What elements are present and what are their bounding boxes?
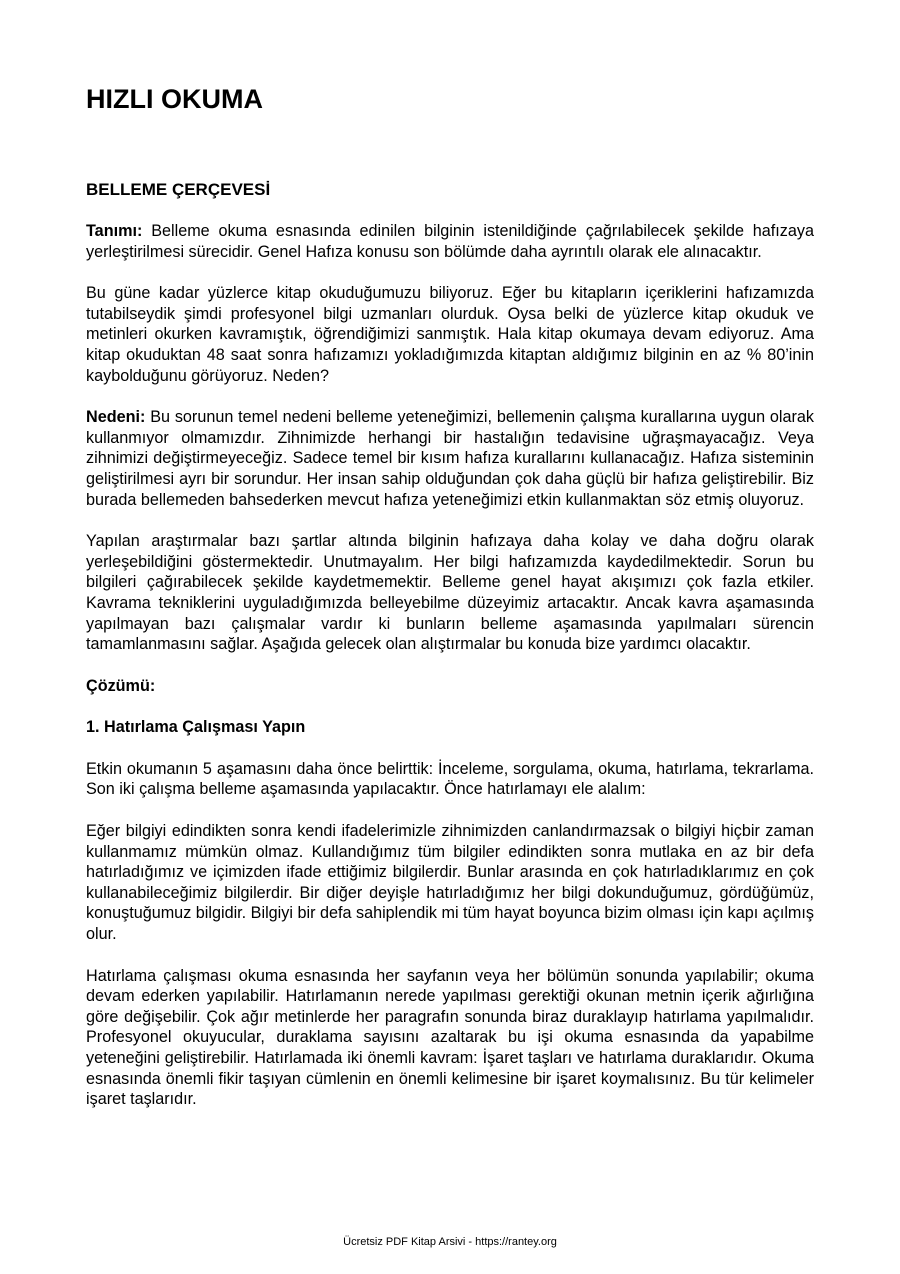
document-title: HIZLI OKUMA (86, 84, 263, 114)
reason-label: Nedeni: (86, 408, 146, 427)
paragraph-6: Eğer bilgiyi edindikten sonra kendi ifadelerimizle zihnimizden canlandırmazsak o bilgiyi hiçbir zaman kullanmamız mümkün olmaz. Kullandığımız tüm bilgiler edindikten sonra mutlaka en az bir defa hatırladığımız ve içimizden ifade ettiğimiz bilgilerdir. Bunlar arasında en çok hatırladıklarımız en çok kullanabileceğimiz bilgilerdir. Bir diğer deyişle hatırladığımız her bilgi dokunduğumuz, gördüğümüz, konuştuğumuz bilgidir. Bilgiyi bir defa sahiplendik mi tüm hayat boyunca bizim olması için kapı açılmış olur. (86, 822, 814, 944)
page-footer: Ücretsiz PDF Kitap Arsivi - https://rantey.org (343, 1236, 557, 1248)
document-body (86, 221, 814, 1131)
reason-text: Bu sorunun temel nedeni belleme yeteneğimizi, bellemenin çalışma kurallarına uygun olarak kullanmıyor olmamızdır. Zihnimizde herhangi bir hastalığın tedavisine uğraşmayacağız. Veya zihnimizi değiştirmeyeceğiz. Sadece temel bir kısım hafıza kurallarını kullanacağız. Hafıza sisteminin geliştirilmesi ayrı bir sorundur. Her insan sahip olduğundan çok daha güçlü bir hafıza geliştirebilir. Biz burada bellemeden bahsederken mevcut hafıza yeteneğimizi etkin kullanmaktan söz etmiş oluyoruz. (86, 408, 814, 509)
paragraph-definition (86, 221, 814, 262)
definition-text: Belleme okuma esnasında edinilen bilginin istenildiğinde çağrılabilecek şekilde hafızaya yerleştirilmesi sürecidir. Genel Hafıza konusu son bölümde daha ayrıntılı olarak ele alınacaktır. (86, 222, 814, 261)
section-heading: BELLEME ÇERÇEVESİ (86, 180, 271, 199)
paragraph-2: Bu güne kadar yüzlerce kitap okuduğumuzu biliyoruz. Eğer bu kitapların içeriklerini hafızamızda tutabilseydik şimdi profesyonel bilgi uzmanları olurduk. Oysa belki de yüzlerce kitap okuduk ve metinleri okurken kavramıştık, öğrendiğimizi sanmıştık. Hala kitap okumaya devam ediyoruz. Ama kitap okuduktan 48 saat sonra hafızamızı yokladığımızda kitaptan aldığımız bilginin en az % 80’inin kaybolduğunu görüyoruz. Neden? (86, 284, 814, 385)
paragraph-7: Hatırlama çalışması okuma esnasında her sayfanın veya her bölümün sonunda yapılabilir; okuma devam ederken yapılabilir. Hatırlamanın nerede yapılması gerektiği okunan metnin içerik ağırlığına göre değişebilir. Çok ağır metinlerde her paragrafın sonunda biraz duraklayıp hatırlama yapılmalıdır. Profesyonel okuyucular, duraklama sayısını azaltarak bu işi okuma esnasında da yapabilme yeteneğini geliştirebilir. Hatırlamada iki önemli kavram: İşaret taşları ve hatırlama duraklarıdır. Okuma esnasında önemli fikir taşıyan cümlenin en önemli kelimesine bir işaret koymalısınız. Bu tür kelimeler işaret taşlarıdır. (86, 966, 814, 1109)
step1-heading: 1. Hatırlama Çalışması Yapın (86, 718, 306, 737)
paragraph-4: Yapılan araştırmalar bazı şartlar altında bilginin hafızaya daha kolay ve daha doğru olarak yerleşebildiğini göstermektedir. Unutmayalım. Her bilgi hafızamızda kaydedilmektedir. Sorun bu bilgileri çağırabilecek şekilde kaydetmemektir. Belleme genel hayat akışımızı çok fazla etkiler. Kavrama tekniklerini uyguladığımızda belleyebilme düzeyimiz artacaktır. Ancak kavra aşamasında yapılmayan bazı çalışmalar vardır ki bunların belleme aşamasında yapılmaları sürencin tamamlanmasını sağlar. Aşağıda gelecek olan alıştırmalar bu konuda bize yardımcı olacaktır. (86, 532, 814, 654)
definition-label: Tanımı: (86, 222, 143, 240)
paragraph-5: Etkin okumanın 5 aşamasını daha önce belirttik: İnceleme, sorgulama, okuma, hatırlama, tekrarlama. Son iki çalışma belleme aşamasında yapılacaktır. Önce hatırlamayı ele alalım: (86, 759, 814, 799)
paragraph-reason (86, 407, 814, 510)
solution-heading: Çözümü: (86, 676, 156, 695)
